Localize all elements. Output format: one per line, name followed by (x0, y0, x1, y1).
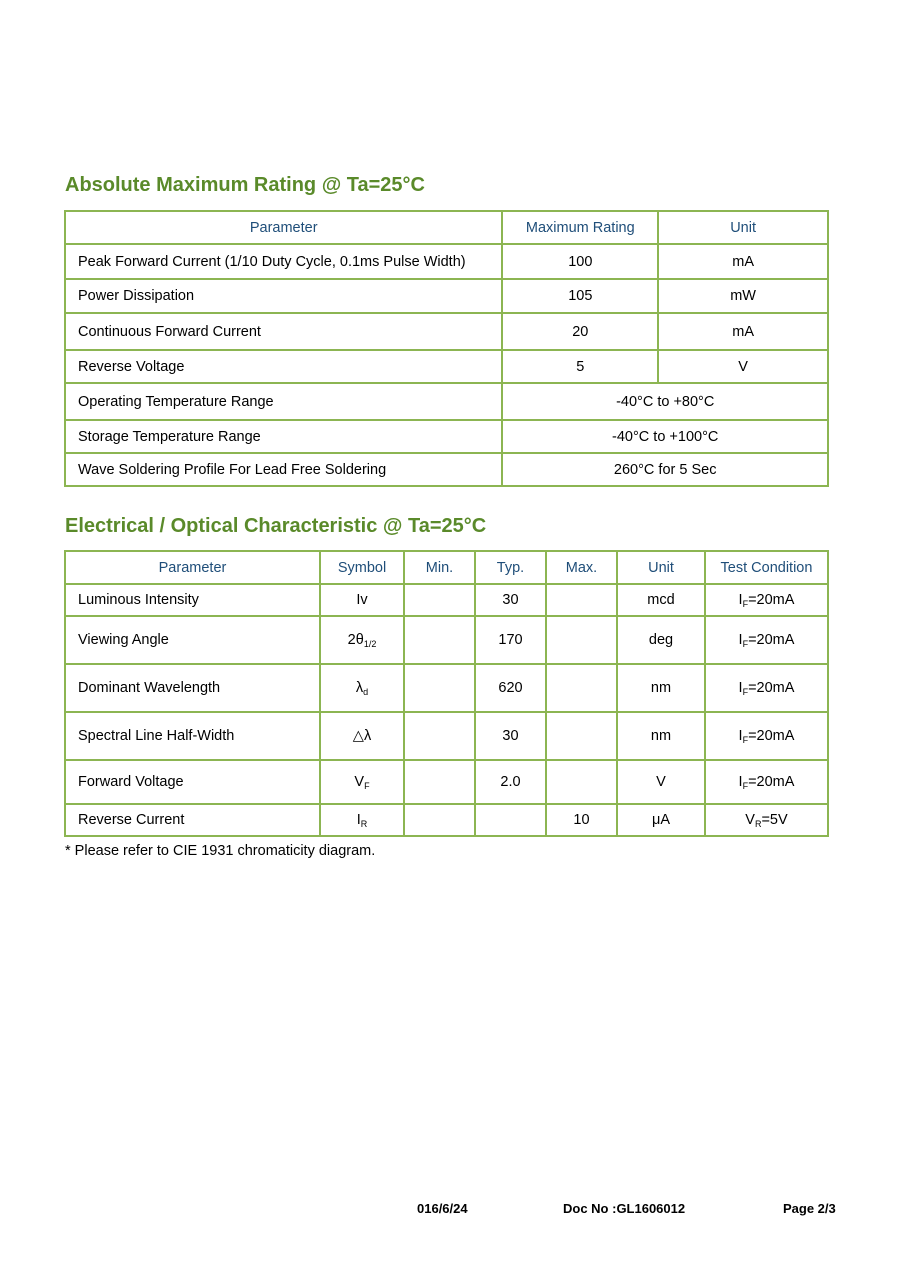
symbol-subscript: d (363, 686, 369, 697)
symbol-text: V (354, 773, 365, 790)
symbol-subscript: F (364, 780, 370, 791)
max-cell (546, 584, 617, 616)
typ-cell: 170 (475, 616, 546, 664)
symbol-cell (320, 616, 404, 664)
condition-value: =20mA (748, 679, 795, 696)
header-symbol: Symbol (320, 551, 404, 584)
condition-cell (705, 760, 828, 804)
unit-cell: mA (658, 244, 828, 279)
table-row (65, 383, 828, 420)
parameter-cell: Wave Soldering Profile For Lead Free Soldering (65, 453, 502, 486)
unit-cell: V (617, 760, 705, 804)
unit-cell: μA (617, 804, 705, 836)
footer-page: Page 2/3 (783, 1201, 836, 1216)
min-cell (404, 760, 475, 804)
symbol-text: I (356, 811, 361, 828)
table-row (65, 279, 828, 313)
table-header-row (65, 551, 828, 584)
table-row (65, 584, 828, 616)
symbol-subscript: 1/2 (363, 638, 377, 649)
condition-value: =5V (761, 811, 788, 828)
condition-cell (705, 804, 828, 836)
symbol-cell (320, 760, 404, 804)
parameter-cell: Peak Forward Current (1/10 Duty Cycle, 0.1ms Pulse Width) (65, 244, 502, 279)
rating-cell: 105 (502, 279, 658, 313)
rating-cell: 5 (502, 350, 658, 383)
header-typ: Typ. (475, 551, 546, 584)
condition-subscript: R (754, 818, 762, 829)
header-unit: Unit (617, 551, 705, 584)
table-header-row (65, 211, 828, 244)
header-max: Max. (546, 551, 617, 584)
symbol-cell (320, 584, 404, 616)
electrical-table (64, 550, 829, 837)
header-min: Min. (404, 551, 475, 584)
unit-cell: deg (617, 616, 705, 664)
symbol-text: λ (355, 679, 364, 696)
min-cell (404, 664, 475, 712)
footer-date: 016/6/24 (417, 1201, 468, 1216)
table-row (65, 760, 828, 804)
cie-note: * Please refer to CIE 1931 chromaticity diagram. (65, 843, 376, 859)
typ-cell: 30 (475, 712, 546, 760)
unit-cell: mA (658, 313, 828, 350)
max-cell (546, 616, 617, 664)
table-row (65, 616, 828, 664)
symbol-cell (320, 664, 404, 712)
symbol-text: 2θ (347, 631, 364, 648)
unit-cell: nm (617, 664, 705, 712)
header-parameter: Parameter (65, 551, 320, 584)
header-unit: Unit (658, 211, 828, 244)
table-row (65, 420, 828, 453)
parameter-cell: Spectral Line Half-Width (65, 712, 320, 760)
parameter-cell: Dominant Wavelength (65, 664, 320, 712)
min-cell (404, 584, 475, 616)
rating-cell: 20 (502, 313, 658, 350)
header-test-condition: Test Condition (705, 551, 828, 584)
parameter-cell: Forward Voltage (65, 760, 320, 804)
condition-cell (705, 712, 828, 760)
symbol-text: Iv (356, 591, 368, 608)
condition-cell (705, 584, 828, 616)
condition-text: I (738, 773, 743, 790)
unit-cell: V (658, 350, 828, 383)
rating-cell: -40°C to +80°C (502, 383, 828, 420)
symbol-text: △λ (352, 727, 372, 744)
condition-text: I (738, 727, 743, 744)
max-cell (546, 712, 617, 760)
parameter-cell: Reverse Voltage (65, 350, 502, 383)
symbol-cell (320, 804, 404, 836)
parameter-cell: Luminous Intensity (65, 584, 320, 616)
table-row (65, 244, 828, 279)
typ-cell (475, 804, 546, 836)
symbol-cell (320, 712, 404, 760)
table-row (65, 804, 828, 836)
rating-cell: 260°C for 5 Sec (502, 453, 828, 486)
unit-cell: nm (617, 712, 705, 760)
parameter-cell: Storage Temperature Range (65, 420, 502, 453)
min-cell (404, 804, 475, 836)
table-row (65, 664, 828, 712)
max-cell: 10 (546, 804, 617, 836)
condition-cell (705, 664, 828, 712)
condition-subscript: F (742, 734, 749, 745)
parameter-cell: Operating Temperature Range (65, 383, 502, 420)
condition-cell (705, 616, 828, 664)
table-row (65, 313, 828, 350)
electrical-title: Electrical / Optical Characteristic @ Ta=25°C (65, 515, 487, 537)
footer-doc-no: Doc No :GL1606012 (563, 1201, 686, 1216)
rating-cell: -40°C to +100°C (502, 420, 828, 453)
condition-subscript: F (742, 780, 749, 791)
condition-subscript: F (742, 598, 749, 609)
condition-text: V (745, 811, 755, 828)
max-cell (546, 664, 617, 712)
header-max-rating: Maximum Rating (502, 211, 658, 244)
rating-cell: 100 (502, 244, 658, 279)
table-row (65, 453, 828, 486)
header-parameter: Parameter (65, 211, 502, 244)
table-row (65, 712, 828, 760)
parameter-cell: Power Dissipation (65, 279, 502, 313)
condition-value: =20mA (748, 631, 795, 648)
condition-subscript: F (742, 638, 749, 649)
parameter-cell: Viewing Angle (65, 616, 320, 664)
condition-subscript: F (742, 686, 749, 697)
condition-text: I (738, 591, 743, 608)
min-cell (404, 616, 475, 664)
table-row (65, 350, 828, 383)
unit-cell: mW (658, 279, 828, 313)
condition-value: =20mA (748, 591, 795, 608)
typ-cell: 30 (475, 584, 546, 616)
condition-value: =20mA (748, 727, 795, 744)
unit-cell: mcd (617, 584, 705, 616)
typ-cell: 2.0 (475, 760, 546, 804)
abs-max-table (64, 210, 829, 487)
symbol-subscript: R (360, 818, 368, 829)
parameter-cell: Reverse Current (65, 804, 320, 836)
max-cell (546, 760, 617, 804)
abs-max-title: Absolute Maximum Rating @ Ta=25°C (65, 174, 425, 196)
min-cell (404, 712, 475, 760)
condition-text: I (738, 679, 743, 696)
condition-value: =20mA (748, 773, 795, 790)
condition-text: I (738, 631, 743, 648)
typ-cell: 620 (475, 664, 546, 712)
parameter-cell: Continuous Forward Current (65, 313, 502, 350)
